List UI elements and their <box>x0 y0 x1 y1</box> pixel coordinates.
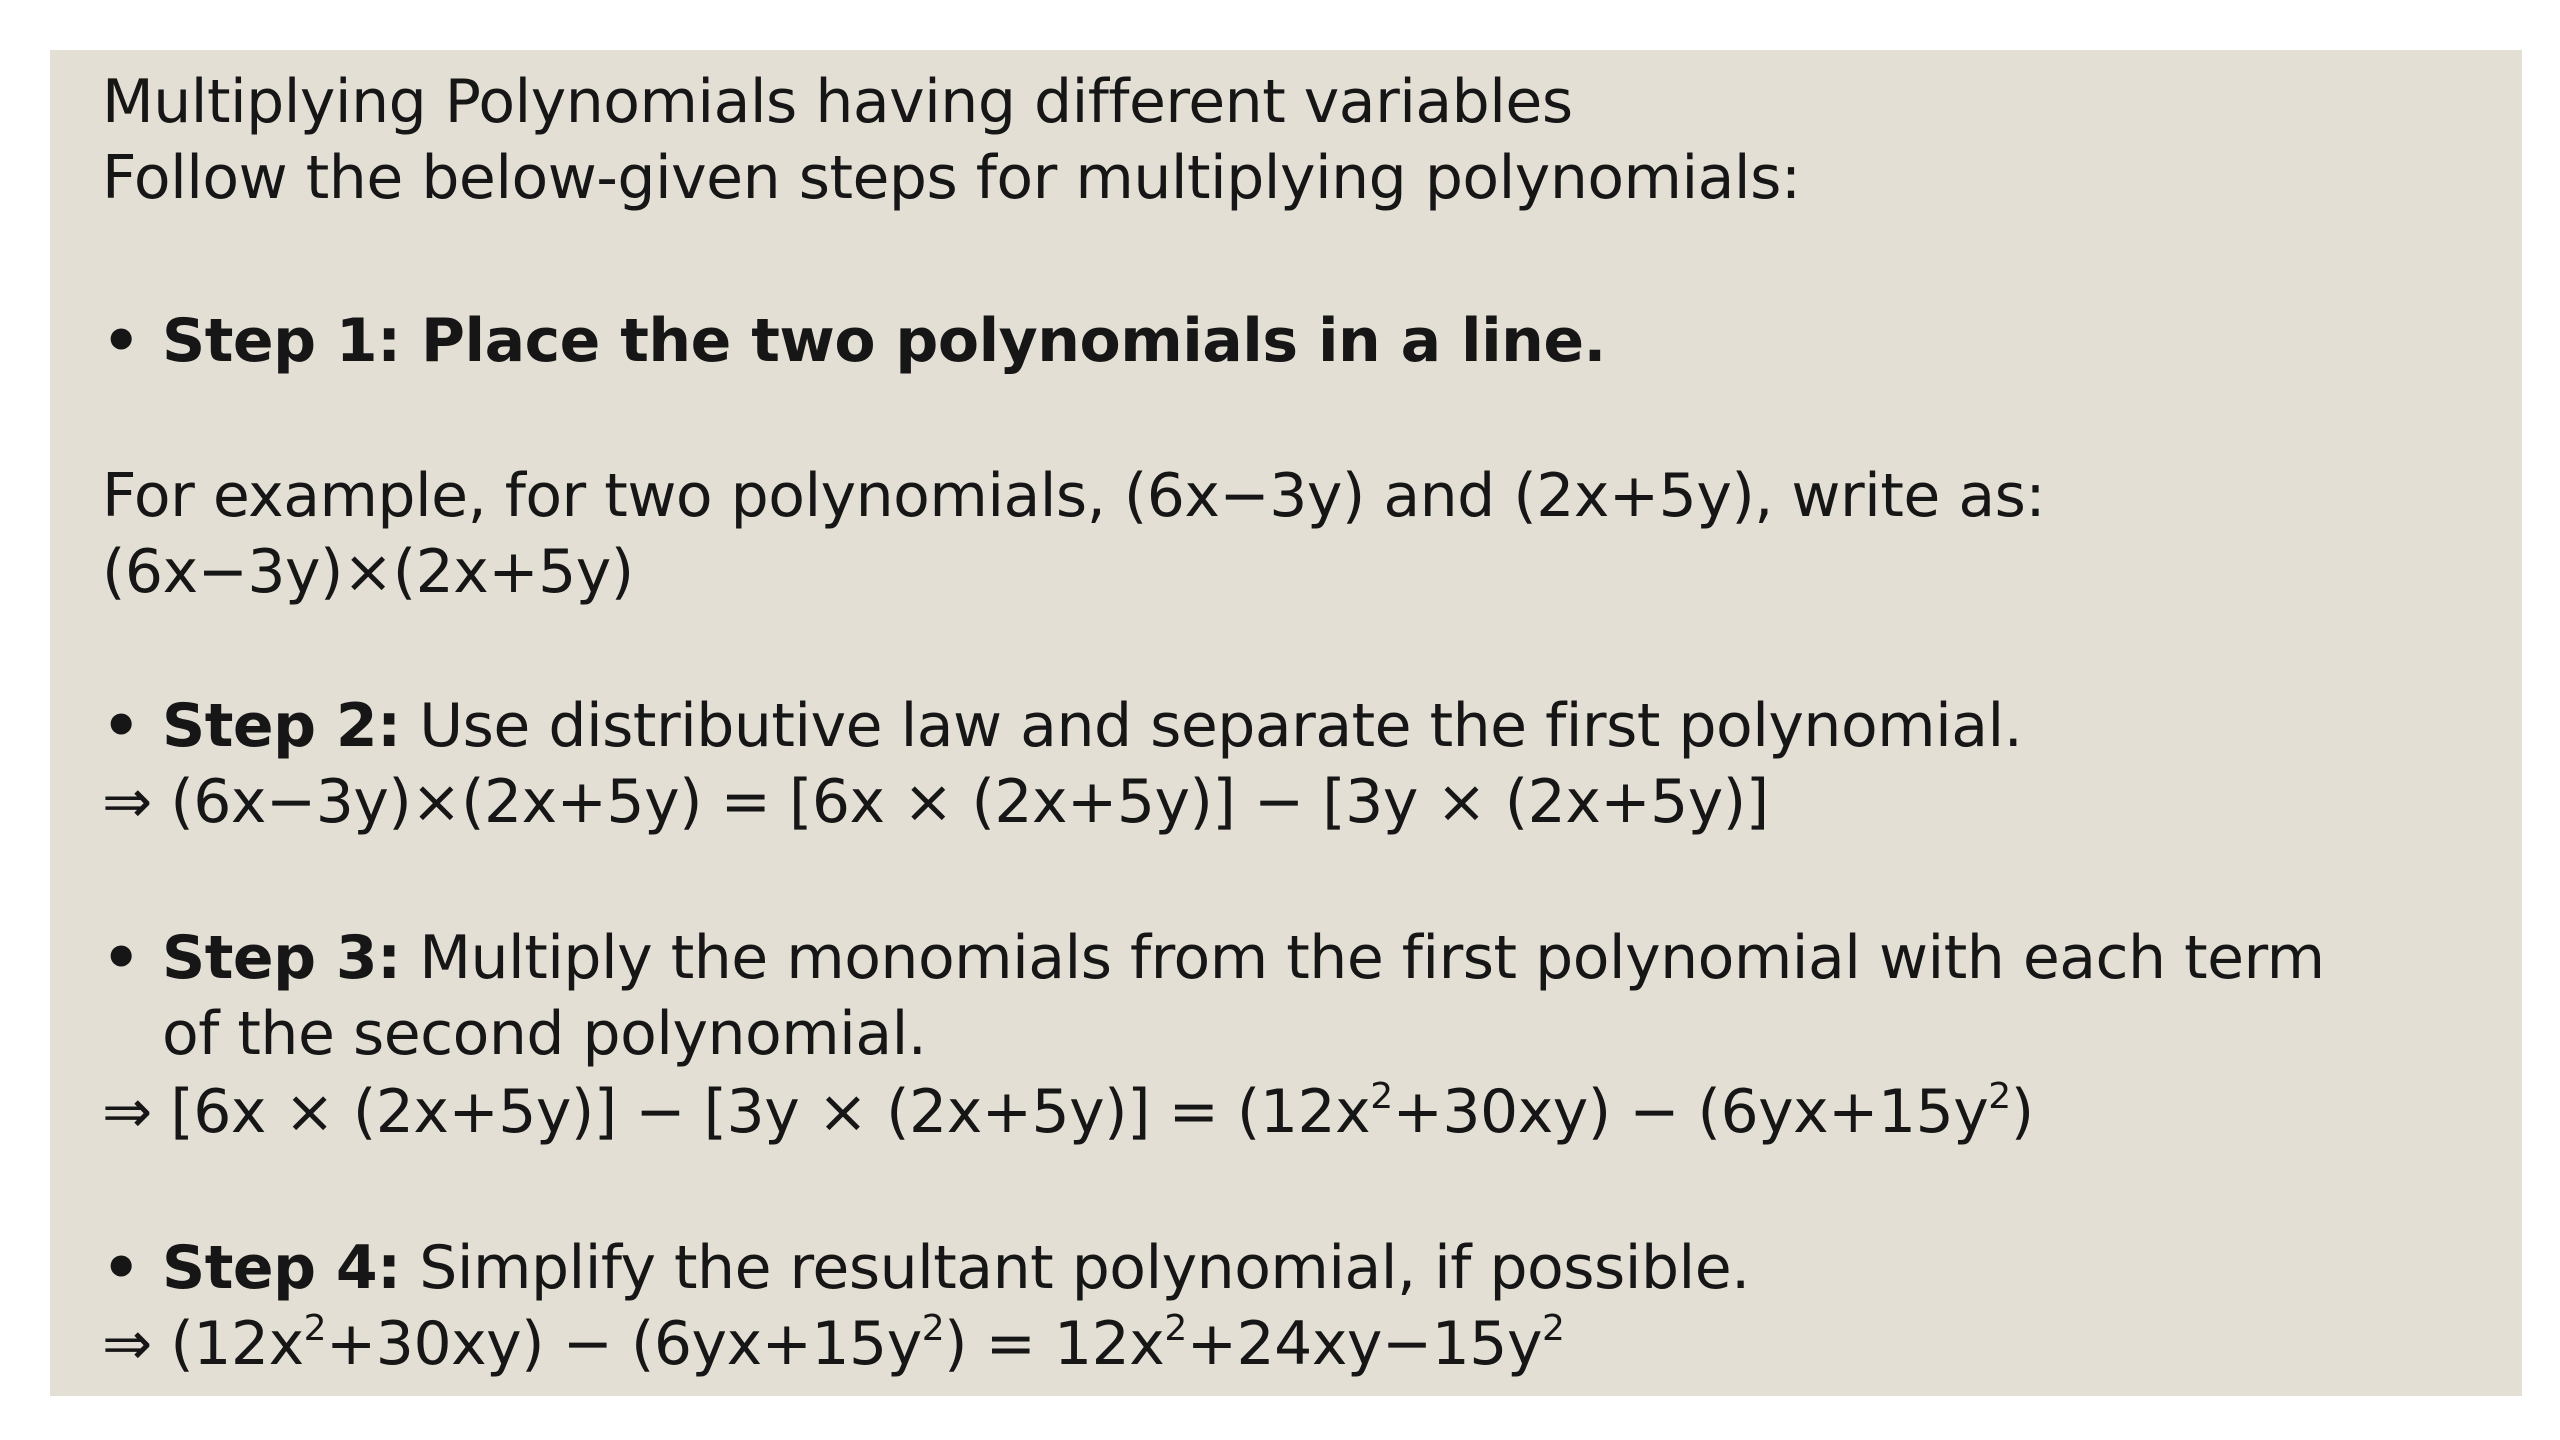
step-3-text: Multiply the monomials from the first polynomial with each term <box>400 923 2325 993</box>
step-4-result <box>102 1306 1564 1382</box>
step-2-label: Step 2: <box>162 691 401 761</box>
step-4-text: Simplify the resultant polynomial, if possible. <box>400 1233 1750 1303</box>
superscript: 2 <box>1541 1308 1565 1349</box>
step-4-result-part: +24xy−15y <box>1186 1309 1542 1379</box>
superscript: 2 <box>1988 1076 2011 1117</box>
step-3-result-part: ⇒ [6x × (2x+5y)] − [3y × (2x+5y)] = (12x <box>102 1077 1371 1147</box>
step-3-result-part: +30xy) − (6yx+15y <box>1392 1077 1989 1147</box>
slide-title: Multiplying Polynomials having different variables <box>102 67 1573 137</box>
slide-panel <box>50 50 2522 1396</box>
step-4-result-part: ) = 12x <box>944 1309 1165 1379</box>
example-line-2: (6x−3y)×(2x+5y) <box>102 537 634 607</box>
bullet-icon: • <box>102 306 140 376</box>
step-1-text: Step 1: Place the two polynomials in a line. <box>162 306 1606 376</box>
step-4-result-part: ⇒ (12x <box>102 1309 304 1379</box>
step-3-text-continued: of the second polynomial. <box>162 999 927 1069</box>
slide-intro: Follow the below-given steps for multiplying polynomials: <box>102 143 1801 213</box>
step-3-label: Step 3: <box>162 923 401 993</box>
superscript: 2 <box>1370 1076 1393 1117</box>
superscript: 2 <box>1164 1308 1187 1349</box>
step-2-text: Use distributive law and separate the first polynomial. <box>400 691 2023 761</box>
step-4-label: Step 4: <box>162 1233 401 1303</box>
bullet-icon: • <box>102 1233 140 1303</box>
step-4-result-part: +30xy) − (6yx+15y <box>326 1309 922 1379</box>
step-4 <box>102 1230 1750 1306</box>
step-3-result <box>102 1074 2034 1150</box>
superscript: 2 <box>921 1308 945 1349</box>
bullet-icon: • <box>102 923 140 993</box>
step-3-result-part: ) <box>2010 1077 2034 1147</box>
step-3 <box>102 920 2325 996</box>
step-2 <box>102 688 2022 764</box>
superscript: 2 <box>303 1308 327 1349</box>
step-2-result: ⇒ (6x−3y)×(2x+5y) = [6x × (2x+5y)] − [3y × (2x+5y)] <box>102 767 1769 837</box>
example-line-1: For example, for two polynomials, (6x−3y) and (2x+5y), write as: <box>102 461 2046 531</box>
step-1 <box>102 303 1606 379</box>
bullet-icon: • <box>102 691 140 761</box>
